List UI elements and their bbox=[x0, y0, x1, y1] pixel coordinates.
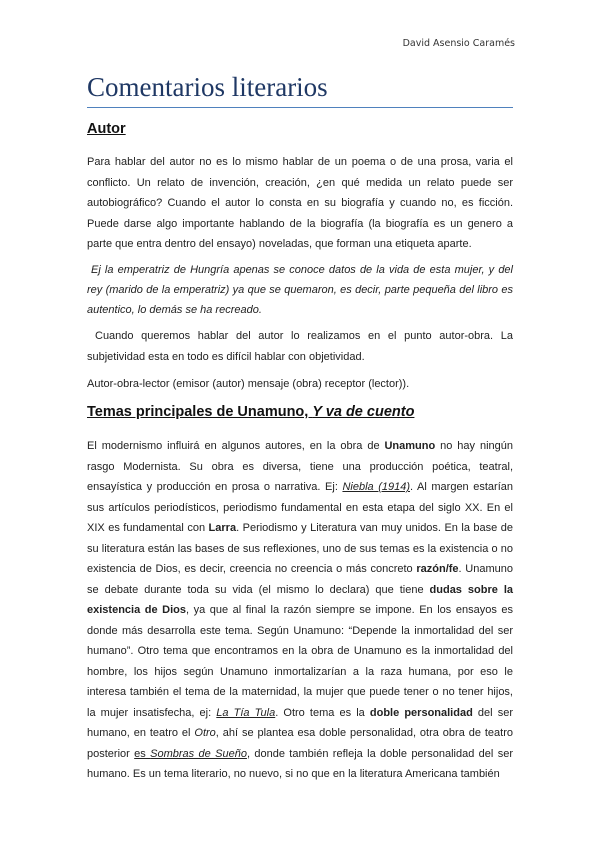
temas-paragraph bbox=[87, 436, 513, 785]
temas-text-6: , ya que al final la razón siempre se impone. En los ensayos es donde más desarrolla este tema. Según Unamuno: “Depende la inmortalidad del ser humano”. Otro tema que encontramos en la obra de Unamuno es la inmortalidad del hombre, los hijos según Unamuno inmortalizarían a la raza humana, por eso le interesa también el tema de la maternidad, la mujer que puede tener o no tener hijos, la mujer insatisfecha, ej: bbox=[87, 604, 513, 719]
temas-text-1: El modernismo influirá en algunos autores, en la obra de bbox=[87, 440, 385, 452]
temas-text-2: no hay ningún rasgo Modernista. Su obra es diversa, tiene una producción poética, teatral, ensayística y producción en prosa o narrativa. Ej: bbox=[87, 440, 513, 493]
autor-paragraph-2: Cuando queremos hablar del autor lo realizamos en el punto autor-obra. La subjetividad esta en todo es difícil hablar con objetividad. bbox=[87, 330, 513, 363]
temas-bold-doble-personalidad: doble personalidad bbox=[369, 706, 473, 719]
temas-heading-work: Y va de cuento bbox=[312, 404, 415, 420]
document-title: Comentarios literarios bbox=[87, 72, 328, 102]
temas-work-otro: Otro bbox=[194, 727, 216, 739]
temas-bold-dudas: dudas sobre la existencia de Dios bbox=[87, 583, 513, 616]
temas-text-4: . Periodismo y Literatura van muy unidos. En la base de su literatura están las bases de sus reflexiones, uno de sus temas es la existencia o no existencia de Dios, es decir, creencia no creencia o más concreto bbox=[87, 522, 513, 575]
title-underline-rule bbox=[87, 107, 513, 108]
temas-bold-unamuno: Unamuno bbox=[384, 440, 436, 452]
autor-paragraph-1: Para hablar del autor no es lo mismo hablar de un poema o de una prosa, varia el conflicto. Un relato de invención, creación, ¿en qué medida un relato puede ser autobiográfico? Cuando el autor lo consta en su biografía y cuando no, es ficción. Puede darse algo importante hablando de la biografía (la biografía es un genero a parte que entra dentro del ensayo) noveladas, que forman una etiqueta aparte. bbox=[87, 156, 513, 250]
header-author-name: David Asensio Caramés bbox=[402, 38, 515, 49]
temas-text-7: . Otro tema es la bbox=[275, 706, 370, 719]
temas-work-sombras: Sombras de Sueño bbox=[150, 747, 247, 760]
temas-work-niebla: Niebla (1914) bbox=[342, 481, 411, 493]
temas-work-tia-tula: La Tía Tula bbox=[216, 706, 276, 719]
temas-text-10: , donde también refleja la doble personalidad del ser humano. Es un tema literario, no nuevo, si no que en la literatura Americana también bbox=[87, 747, 513, 780]
autor-example-paragraph: Ej la emperatriz de Hungría apenas se conoce datos de la vida de esta mujer, y del rey (marido de la emperatriz) ya que se quemaron, es decir, parte pequeña del libro es autentico, lo demás se ha recreado. bbox=[87, 264, 513, 316]
temas-bold-larra: Larra bbox=[208, 522, 237, 534]
section-heading-temas bbox=[87, 404, 414, 420]
temas-text-5: . Unamuno se debate durante toda su vida (el mismo lo declara) que tiene bbox=[87, 563, 514, 596]
temas-heading-prefix: Temas principales de Unamuno, bbox=[87, 404, 313, 420]
temas-text-9: , ahí se plantea esa doble personalidad, otra obra de teatro posterior bbox=[87, 727, 513, 760]
temas-text-8: del ser humano, en teatro el bbox=[87, 706, 513, 739]
temas-bold-razon-fe: razón/fe bbox=[416, 563, 459, 575]
section-heading-autor: Autor bbox=[87, 121, 126, 137]
temas-text-3: . Al margen estarían sus artículos periodísticos, periodismo fundamental en esta etapa del siglo XX. En el XIX es fundamental con bbox=[87, 481, 513, 534]
autor-paragraph-3: Autor-obra-lector (emisor (autor) mensaje (obra) receptor (lector)). bbox=[87, 378, 410, 390]
temas-underline-es: es bbox=[134, 747, 151, 760]
